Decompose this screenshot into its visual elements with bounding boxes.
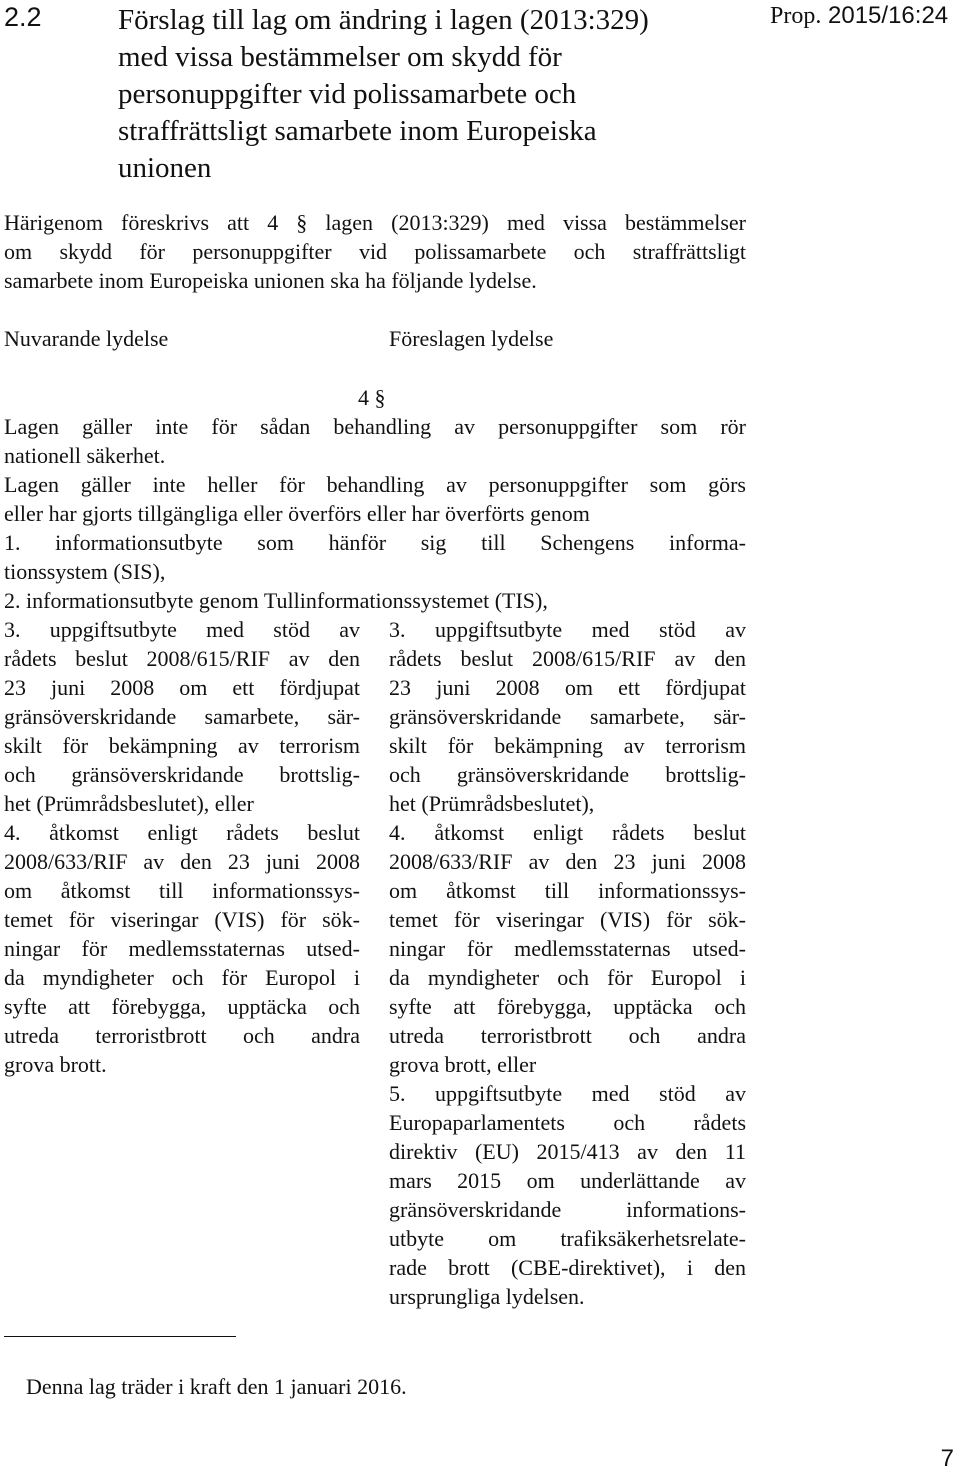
shared-line: Lagen gäller inte heller för behandling av personuppgifter som görs bbox=[4, 472, 746, 497]
current-line: ningar för medlemsstaternas utsed- bbox=[4, 936, 360, 961]
proposed-line: 3. uppgiftsutbyte med stöd av bbox=[389, 617, 746, 642]
proposed-line: skilt för bekämpning av terrorism bbox=[389, 733, 746, 758]
current-line: rådets beslut 2008/615/RIF av den bbox=[4, 646, 360, 671]
section-number: 2.2 bbox=[4, 2, 42, 32]
proposed-line: ningar för medlemsstaternas utsed- bbox=[389, 936, 746, 961]
current-line: och gränsöverskridande brottslig- bbox=[4, 762, 360, 787]
proposed-line: 2008/633/RIF av den 23 juni 2008 bbox=[389, 849, 746, 874]
title-line: personuppgifter vid polissamarbete och bbox=[118, 78, 577, 110]
proposed-line: utreda terroristbrott och andra bbox=[389, 1023, 746, 1048]
prop-label: Prop. bbox=[770, 3, 822, 29]
proposed-line: gränsöverskridande informations- bbox=[389, 1197, 746, 1222]
proposed-line: syfte att förebygga, upptäcka och bbox=[389, 994, 746, 1019]
proposed-line: och gränsöverskridande brottslig- bbox=[389, 762, 746, 787]
proposition-reference bbox=[770, 2, 948, 30]
shared-text bbox=[4, 412, 746, 615]
intro-line: om skydd för personuppgifter vid polissamarbete och straffrättsligt bbox=[4, 239, 746, 264]
shared-line: Lagen gäller inte för sådan behandling av personuppgifter som rör bbox=[4, 414, 746, 439]
current-line: skilt för bekämpning av terrorism bbox=[4, 733, 360, 758]
current-version-heading: Nuvarande lydelse bbox=[4, 326, 169, 351]
proposed-line: het (Prümrådsbeslutet), bbox=[389, 791, 595, 816]
current-line: syfte att förebygga, upptäcka och bbox=[4, 994, 360, 1019]
intro-paragraph bbox=[4, 208, 746, 295]
proposed-line: 5. uppgiftsutbyte med stöd av bbox=[389, 1081, 746, 1106]
proposed-line: mars 2015 om underlättande av bbox=[389, 1168, 746, 1193]
prop-number: 2015/16:24 bbox=[828, 2, 949, 29]
proposed-line: 4. åtkomst enligt rådets beslut bbox=[389, 820, 746, 845]
proposed-line: rådets beslut 2008/615/RIF av den bbox=[389, 646, 746, 671]
current-line: 23 juni 2008 om ett fördjupat bbox=[4, 675, 360, 700]
shared-line: 2. informationsutbyte genom Tullinformationssystemet (TIS), bbox=[4, 588, 548, 613]
proposed-line: om åtkomst till informationssys- bbox=[389, 878, 746, 903]
proposed-line: gränsöverskridande samarbete, sär- bbox=[389, 704, 746, 729]
shared-line: tionssystem (SIS), bbox=[4, 559, 166, 584]
shared-line: 1. informationsutbyte som hänför sig till Schengens informa- bbox=[4, 530, 746, 555]
current-wording-column bbox=[4, 615, 360, 1079]
current-line: da myndigheter och för Europol i bbox=[4, 965, 360, 990]
title-line: Förslag till lag om ändring i lagen (2013:329) bbox=[118, 4, 649, 36]
title-line: unionen bbox=[118, 152, 212, 184]
footnote-text: Denna lag träder i kraft den 1 januari 2016. bbox=[26, 1374, 407, 1399]
section-mark: 4 § bbox=[358, 385, 386, 410]
shared-line: eller har gjorts tillgängliga eller överförs eller har överförts genom bbox=[4, 501, 590, 526]
proposed-line: direktiv (EU) 2015/413 av den 11 bbox=[389, 1139, 746, 1164]
intro-line: samarbete inom Europeiska unionen ska ha följande lydelse. bbox=[4, 268, 537, 293]
proposed-line: Europaparlamentets och rådets bbox=[389, 1110, 746, 1135]
proposed-line: rade brott (CBE-direktivet), i den bbox=[389, 1255, 746, 1280]
current-line: utreda terroristbrott och andra bbox=[4, 1023, 360, 1048]
proposed-wording-column bbox=[389, 615, 746, 1311]
proposed-line: utbyte om trafiksäkerhetsrelate- bbox=[389, 1226, 746, 1251]
intro-line: Härigenom föreskrivs att 4 § lagen (2013:329) med vissa bestämmelser bbox=[4, 210, 746, 235]
proposed-line: grova brott, eller bbox=[389, 1052, 537, 1077]
document-title bbox=[118, 2, 738, 187]
current-line: 4. åtkomst enligt rådets beslut bbox=[4, 820, 360, 845]
proposed-version-heading: Föreslagen lydelse bbox=[389, 326, 554, 351]
current-line: temet för viseringar (VIS) för sök- bbox=[4, 907, 360, 932]
page-number: 7 bbox=[940, 1445, 954, 1472]
footnote-divider bbox=[4, 1336, 236, 1337]
title-line: med vissa bestämmelser om skydd för bbox=[118, 41, 562, 73]
proposed-line: da myndigheter och för Europol i bbox=[389, 965, 746, 990]
proposed-line: ursprungliga lydelsen. bbox=[389, 1284, 585, 1309]
proposed-line: 23 juni 2008 om ett fördjupat bbox=[389, 675, 746, 700]
current-line: grova brott. bbox=[4, 1052, 107, 1077]
current-line: 3. uppgiftsutbyte med stöd av bbox=[4, 617, 360, 642]
shared-line: nationell säkerhet. bbox=[4, 443, 166, 468]
proposed-line: temet för viseringar (VIS) för sök- bbox=[389, 907, 746, 932]
current-line: 2008/633/RIF av den 23 juni 2008 bbox=[4, 849, 360, 874]
title-line: straffrättsligt samarbete inom Europeiska bbox=[118, 115, 597, 147]
current-line: gränsöverskridande samarbete, sär- bbox=[4, 704, 360, 729]
current-line: om åtkomst till informationssys- bbox=[4, 878, 360, 903]
current-line: het (Prümrådsbeslutet), eller bbox=[4, 791, 254, 816]
